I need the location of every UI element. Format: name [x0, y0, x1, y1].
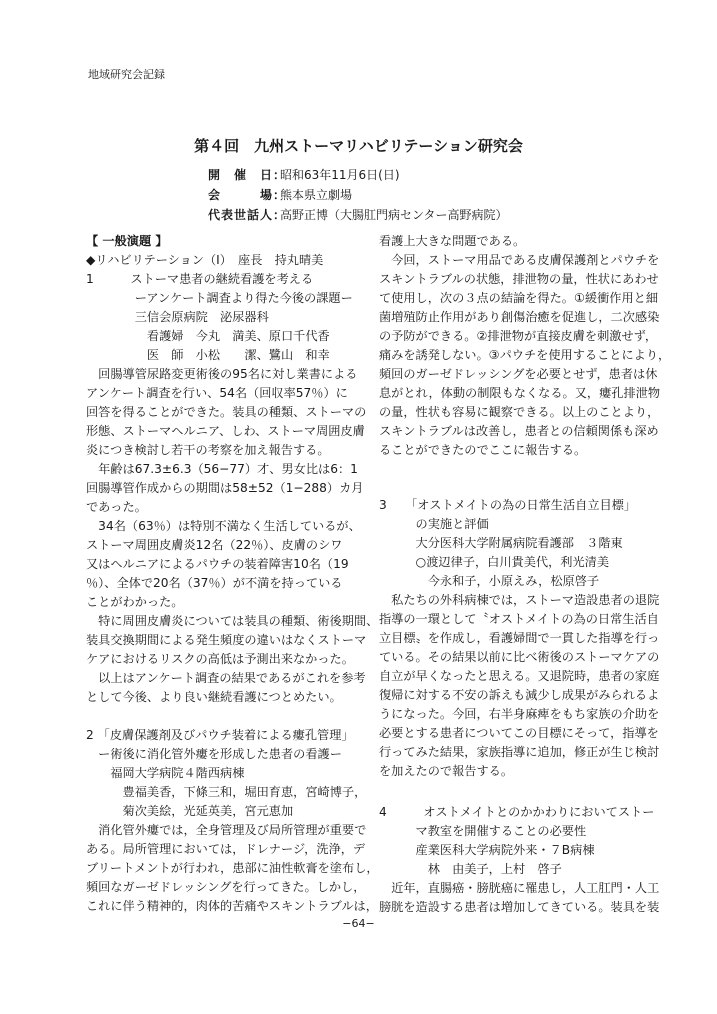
right-line: 自立が早くなったと思える。又退院時，患者の家庭: [379, 669, 660, 683]
right-line: 林 由美子，上村 啓子: [379, 862, 562, 876]
conference-title: 第４回 九州ストーマリハビリテーション研究会: [194, 137, 523, 155]
left-line: アンケート調査を行い、54名（回収率57％）に: [86, 386, 348, 400]
right-line: 必要とする患者についてこの目標にそって，指導を: [379, 726, 659, 740]
left-line: ％）、全体で20名（37％）が不満を持っている: [86, 576, 343, 590]
left-line: 頻回なガーゼドレッシングを行ってきた。しかし，: [86, 880, 366, 894]
right-line: ている。その結果以前に比べ術後のストーマケアの: [379, 650, 660, 664]
right-line: の実施と評価: [379, 517, 489, 531]
left-line: 1 ストーマ患者の継続看護を考える: [86, 272, 314, 286]
right-line: 看護上大きな問題である。: [379, 234, 526, 248]
right-line: 菌増殖防止作用があり創傷治癒を促進し，二次感染: [379, 310, 660, 324]
left-line: ある。局所管理においては，ドレナージ，洗浄，デ: [86, 842, 366, 856]
right-line: 近年，直腸癌・膀胱癌に罹患し，人工肛門・人工: [379, 881, 660, 895]
left-line: 医 師 小松 潔、鷺山 和幸: [86, 348, 330, 362]
left-line: ことがわかった。: [86, 595, 184, 609]
left-line: 三信会原病院 泌尿器科: [86, 310, 269, 324]
right-line: 今永和子，小原えみ，松原啓子: [379, 574, 600, 588]
right-line: を加えたので報告する。: [379, 764, 514, 778]
meta-venue: [208, 186, 352, 203]
page-number: −64−: [342, 917, 375, 930]
left-line: 2 「皮膚保護剤及びパウチ装着による瘻孔管理」: [86, 728, 354, 742]
left-line: 又はヘルニアによるパウチの装着障害10名（19: [86, 557, 349, 571]
left-line: 【 一般演題 】: [86, 234, 168, 248]
left-line: であった。: [86, 500, 147, 514]
header-label: 地域研究会記録: [88, 68, 165, 81]
right-line: 膀胱を造設する患者は増加してきている。装具を装: [379, 900, 660, 914]
right-line: 私たちの外科病棟では，ストーマ造設患者の退院: [379, 593, 660, 607]
meta-date: [208, 166, 400, 183]
left-line: 年齢は67.3±6.3（56−77）才、男女比は6：1: [86, 462, 358, 476]
left-line: 菊次美絵，光延英美，宮元恵加: [86, 804, 294, 818]
right-line: 頻回のガーゼドレッシングを必要とせず，患者は休: [379, 367, 658, 381]
left-line: 34名（63％）は特別不満なく生活しているが、: [86, 519, 361, 533]
left-line: ストーマ周囲皮膚炎12名（22％）、皮膚のシワ: [86, 538, 343, 552]
left-line: 回腸導管尿路変更術後の95名に対し業書による: [86, 367, 358, 381]
right-line: 息がとれ，体動の制限もなくなる。又，瘻孔排泄物: [379, 386, 661, 400]
right-line: 復帰に対する不安の訴えも減少し成果がみられるよ: [379, 688, 660, 702]
left-line: 福岡大学病院４階西病棟: [86, 766, 245, 780]
right-line: て使用し，次の３点の結論を得た。①緩衝作用と細: [379, 291, 659, 305]
left-line: として今後、より良い継続看護につとめたい。: [86, 690, 342, 704]
right-line: 大分医科大学附属病院看護部 ３階東: [379, 536, 623, 550]
meta-organizer: [208, 206, 508, 223]
right-line: 3 「オストメイトの為の日常生活自立目標」: [379, 498, 637, 512]
right-line: 痛みを誘発しない。③パウチを使用することにより，: [379, 348, 671, 362]
left-line: 豊福美香，下條三和，堀田育恵，宮崎博子，: [86, 785, 367, 799]
left-line: 装具交換期間による発生頻度の違いはなくストーマ: [86, 633, 367, 647]
right-line: 指導の一環として〝オストメイトの為の日常生活自: [379, 612, 659, 626]
left-line: ケアにおけるリスクの高低は予測出来なかった。: [86, 652, 354, 666]
meta-venue-value: 熊本県立劇場: [280, 188, 353, 202]
right-line: 今回，ストーマ用品である皮膚保護剤とパウチを: [379, 253, 660, 267]
left-line: ーアンケート調査より得た今後の課題ー: [86, 291, 353, 305]
left-line: 回腸導管作成からの期間は58±52（1−288）カ月: [86, 481, 364, 495]
left-line: 特に周囲皮膚炎については装具の種類、術後期間、: [86, 614, 379, 628]
left-line: ◆リハビリテーション（Ⅰ） 座長 持丸晴美: [86, 253, 324, 267]
meta-venue-label: 会 場：: [208, 188, 287, 202]
left-line: 炎につき検討し若干の考察を加え報告する。: [86, 443, 330, 457]
right-line: の量，性状も容易に観察できる。以上のことより，: [379, 405, 660, 419]
left-line: 消化管外瘻では，全身管理及び局所管理が重要で: [86, 823, 367, 837]
left-line: 形態、ストーマヘルニア、しわ、ストーマ周囲皮膚: [86, 424, 365, 438]
left-line: ー術後に消化管外瘻を形成した患者の看護ー: [86, 747, 342, 761]
right-line: の予防ができる。②排泄物が直接皮膚を刺激せず，: [379, 329, 658, 343]
right-line: 4 オストメイトとのかかわりにおいてストー: [379, 805, 655, 819]
right-line: スキントラブルの状態，排泄物の量，性状にあわせ: [379, 272, 659, 286]
meta-organizer-label: 代表世話人：: [208, 208, 287, 222]
left-line: ブリートメントが行われ，患部に油性軟膏を塗布し，: [86, 861, 379, 875]
right-line: ることができたのでここに報告する。: [379, 443, 587, 457]
left-line: 以上はアンケート調査の結果であるがこれを参考: [86, 671, 366, 685]
right-line: うになった。今回，右半身麻痺をもち家族の介助を: [379, 707, 660, 721]
meta-date-label: 開 催 日：: [208, 168, 287, 182]
left-line: これに伴う精神的，肉体的苦痛やスキントラブルは，: [86, 899, 378, 913]
meta-organizer-value: 高野正博（大腸肛門病センター高野病院）: [280, 208, 508, 222]
meta-date-value: 昭和63年11月6日(日): [280, 168, 400, 182]
left-line: 回答を得ることができた。装具の種類、ストーマの: [86, 405, 367, 419]
right-line: マ教室を開催することの必要性: [379, 824, 587, 838]
right-line: 産業医科大学病院外来・７B病棟: [379, 843, 595, 857]
right-line: 立目標〟を作成し，看護婦間で一貫した指導を行っ: [379, 631, 660, 645]
right-line: ○渡辺律子，白川貴美代，利光清美: [379, 555, 610, 569]
left-line: 看護婦 今丸 満美、原口千代香: [86, 329, 330, 343]
right-line: スキントラブルは改善し，患者との信頼関係も深め: [379, 424, 659, 438]
right-line: 行ってみた結果，家族指導に追加，修正が生じ検討: [379, 745, 660, 759]
